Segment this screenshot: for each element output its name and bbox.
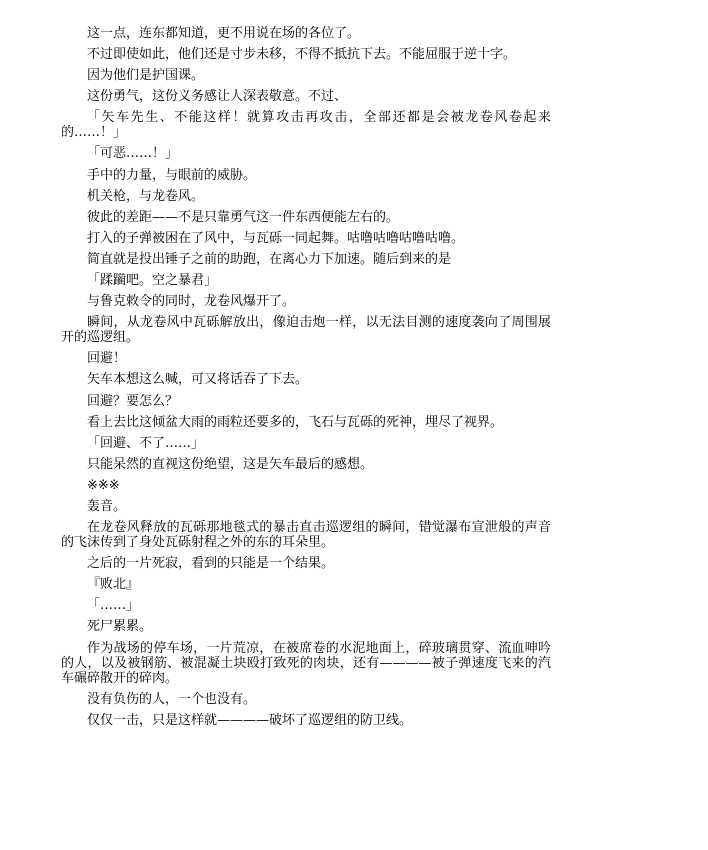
- novel-text-body: [61, 26, 551, 734]
- paragraph: 机关枪，与龙卷风。: [87, 188, 205, 204]
- paragraph: 之后的一片死寂，看到的只能是一个结果。: [87, 556, 335, 572]
- paragraph: 因为他们是护国课。: [87, 68, 205, 84]
- paragraph: 没有负伤的人，一个也没有。: [87, 691, 257, 707]
- paragraph: 死尸累累。: [87, 619, 153, 635]
- dialogue-paragraph: 「矢车先生、不能这样！就算攻击再攻击，全部还都是会被龙卷风卷起来的……！」: [61, 110, 551, 141]
- dialogue-paragraph: 「蹂躏吧。空之暴君」: [87, 273, 218, 289]
- paragraph: 只能呆然的直视这份绝望，这是矢车最后的感想。: [87, 456, 374, 472]
- paragraph: 回避？要怎么？: [87, 393, 179, 409]
- paragraph: 彼此的差距——不是只靠勇气这一件东西便能左右的。: [87, 209, 400, 225]
- paragraph: 作为战场的停车场，一片荒凉，在被席卷的水泥地面上，碎玻璃贯穿、流血呻吟的人，以及被钢筋、被混凝土块殴打致死的肉块，还有————被子弹速度飞来的汽车碾碎散开的碎肉。: [61, 640, 551, 686]
- scene-break: ※※※: [87, 477, 120, 493]
- paragraph: 这份勇气，这份义务感让人深表敬意。不过、: [87, 89, 348, 105]
- paragraph: 这一点，连东都知道，更不用说在场的各位了。: [87, 26, 361, 41]
- paragraph: 在龙卷风释放的瓦砾那地毯式的暴击直击巡逻组的瞬间，错觉瀑布宣泄般的声音的飞沫传到了身处瓦砾射程之外的东的耳朵里。: [61, 520, 551, 551]
- dialogue-paragraph: 「……」: [87, 598, 140, 614]
- dialogue-paragraph: 「可恶……！」: [87, 146, 179, 162]
- paragraph: 瞬间，从龙卷风中瓦砾解放出，像迫击炮一样，以无法目测的速度袭向了周围展开的巡逻组。: [61, 315, 551, 346]
- dialogue-paragraph: 「回避、不了……」: [87, 435, 205, 451]
- paragraph: 与鲁克敕令的同时，龙卷风爆开了。: [87, 294, 296, 310]
- dialogue-paragraph: 『败北』: [87, 577, 140, 593]
- paragraph: 矢车本想这么喊，可又将话吞了下去。: [87, 372, 309, 388]
- paragraph: 仅仅一击，只是这样就————破坏了巡逻组的防卫线。: [87, 712, 413, 728]
- paragraph: 看上去比这倾盆大雨的雨粒还要多的，飞石与瓦砾的死神，埋尽了视界。: [87, 414, 504, 430]
- paragraph: 不过即使如此，他们还是寸步未移，不得不抵抗下去。不能屈服于逆十字。: [87, 47, 517, 63]
- paragraph: 简直就是投出锤子之前的助跑，在离心力下加速。随后到来的是: [87, 251, 452, 267]
- paragraph: 手中的力量，与眼前的威胁。: [87, 167, 257, 183]
- paragraph: 回避！: [87, 351, 127, 367]
- paragraph: 打入的子弹被困在了风中，与瓦砾一同起舞。咕噜咕噜咕噜咕噜。: [87, 230, 465, 246]
- paragraph: 轰音。: [87, 498, 127, 514]
